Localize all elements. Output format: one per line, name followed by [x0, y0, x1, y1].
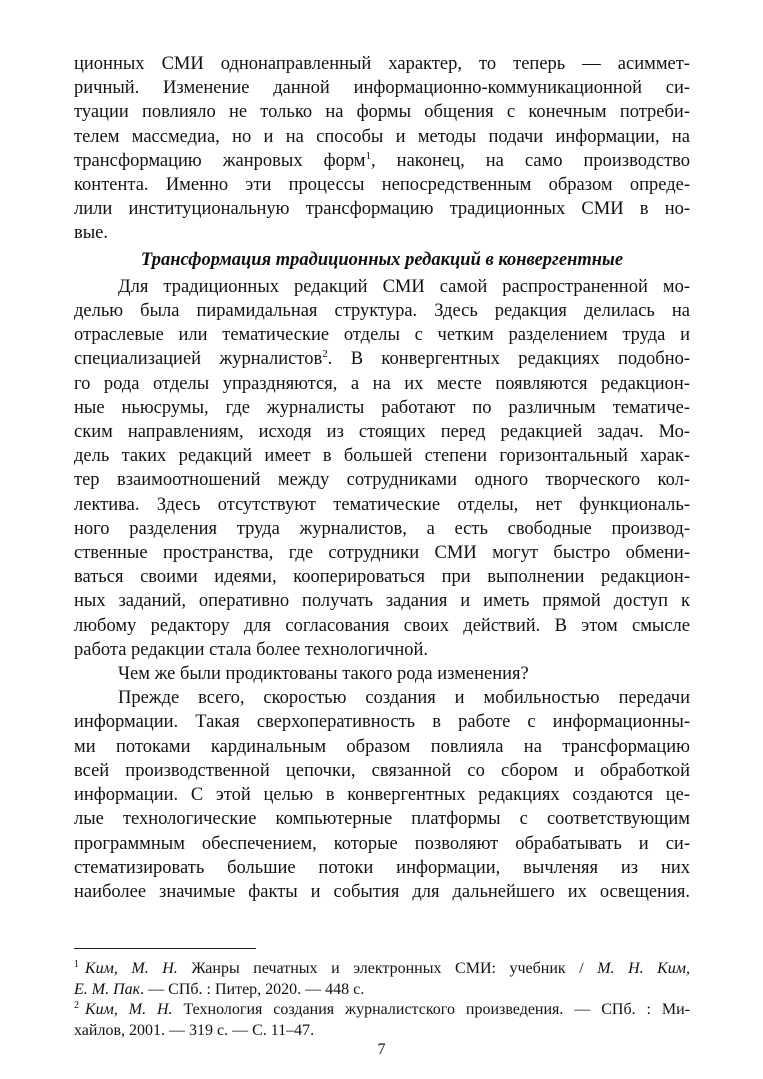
text-line [74, 959, 690, 980]
footnote-2 [74, 1000, 690, 1041]
text-line: делью была пирамидальная структура. Здесь редакция делилась на [74, 301, 690, 322]
text-line: лили институциональную трансформацию традиционных СМИ в но- [74, 199, 690, 220]
text-line: работа редакции стала более технологичной. [74, 639, 429, 660]
footnote-title: Технология создания журналистского произведения. — СПб. : Ми- [183, 1001, 691, 1019]
text-line: телем массмедиа, но и на способы и методы подачи информации, на [74, 126, 690, 147]
paragraph-structure [74, 275, 690, 662]
footnote-coauthor: М. Н. Ким, [597, 960, 691, 978]
text-line: го рода отделы упраздняются, а на их месте появляются редакцион- [74, 373, 690, 394]
footnote-number: 1 [74, 958, 79, 970]
text-line: хайлов, 2001. — 319 с. — С. 11–47. [74, 1021, 315, 1039]
footnote-publication: . — СПб. : Питер, 2020. — 448 с. [140, 980, 365, 998]
paragraph-continuation [74, 52, 690, 246]
text-fragment: трансформацию жанровых форм [74, 150, 366, 171]
paragraph-speed [74, 686, 690, 904]
text-fragment: , наконец, на само производство [371, 150, 691, 171]
text-line: Прежде всего, скоростью создания и мобильностью передачи [118, 688, 690, 709]
footnote-1 [74, 959, 690, 1000]
text-line: программным обеспечением, которые позволяют обрабатывать и си- [74, 833, 690, 854]
footnote-number: 2 [74, 999, 79, 1011]
text-line: всей производственной цепочки, связанной со сбором и обработкой [74, 760, 690, 781]
text-line: ные ньюсрумы, где журналисты работают по различным тематиче- [74, 397, 690, 418]
footnote-author: Ким, М. Н. [85, 1001, 173, 1019]
text-line [74, 980, 690, 1001]
text-fragment: специализацией журналистов [74, 349, 323, 370]
document-page [74, 52, 690, 1041]
text-line: туации повлияло не только на формы общения с конечным потреби- [74, 102, 690, 123]
paragraph-question [74, 662, 690, 686]
text-line: лые технологические компьютерные платформы с соответствующим [74, 809, 690, 830]
text-line [74, 149, 690, 173]
footnote-ref[interactable]: 2 [322, 348, 328, 361]
text-line: ных заданий, оперативно получать задания и иметь прямой доступ к [74, 591, 690, 612]
footnote-coauthor: Е. М. Пак [74, 980, 141, 998]
text-line: ми потоками кардинальным образом повлияла на трансформацию [74, 736, 690, 757]
text-line: ваться своими идеями, кооперироваться при выполнении редакцион- [74, 567, 690, 588]
text-line: Чем же были продиктованы такого рода изменения? [118, 664, 529, 685]
text-line: ским направлениям, исходя из стоящих перед редакцией задач. Мо- [74, 422, 690, 443]
text-line [74, 347, 690, 371]
text-fragment: . В конвергентных редакциях подобно- [327, 349, 691, 370]
text-line: контента. Именно эти процессы непосредственным образом опреде- [74, 175, 690, 196]
text-line: наиболее значимые факты и события для дальнейшего их освещения. [74, 881, 690, 902]
text-line: ричный. Изменение данной информационно-коммуникационной си- [74, 78, 690, 99]
section-heading: Трансформация традиционных редакций в конвергентные [140, 249, 624, 270]
text-line: лектива. Здесь отсутствуют тематические отделы, нет функциональ- [74, 494, 690, 515]
text-line: информации. Такая сверхоперативность в работе с информационны- [74, 712, 690, 733]
text-line: отраслевые или тематические отделы с четким разделением труда и [74, 325, 690, 346]
text-line: тер взаимоотношений между сотрудниками одного творческого кол- [74, 470, 690, 491]
text-line: любому редактору для согласования своих действий. В этом смысле [74, 615, 690, 636]
text-line: ционных СМИ однонаправленный характер, то теперь — асиммет- [74, 54, 690, 74]
footnote-author: Ким, М. Н. [85, 960, 178, 978]
text-line: Для традиционных редакций СМИ самой распространенной мо- [118, 276, 690, 297]
text-line [74, 1000, 690, 1021]
text-line: дель таких редакций имеет в большей степени горизонтальный харак- [74, 446, 690, 467]
text-line: ного разделения труда журналистов, а есть свободные производ- [74, 518, 690, 539]
footnote-ref[interactable]: 1 [365, 149, 372, 162]
page-number: 7 [377, 1041, 386, 1058]
footnote-title: Жанры печатных и электронных СМИ: учебник / [191, 960, 584, 978]
text-line: стематизировать большие потоки информации, вычленяя из них [74, 857, 690, 878]
text-line: вые. [74, 223, 109, 244]
footnote-divider [74, 948, 256, 949]
text-line: ственные пространства, где сотрудники СМИ могут быстро обмени- [74, 543, 690, 564]
text-line: информации. С этой целью в конвергентных редакциях создаются це- [74, 785, 690, 806]
